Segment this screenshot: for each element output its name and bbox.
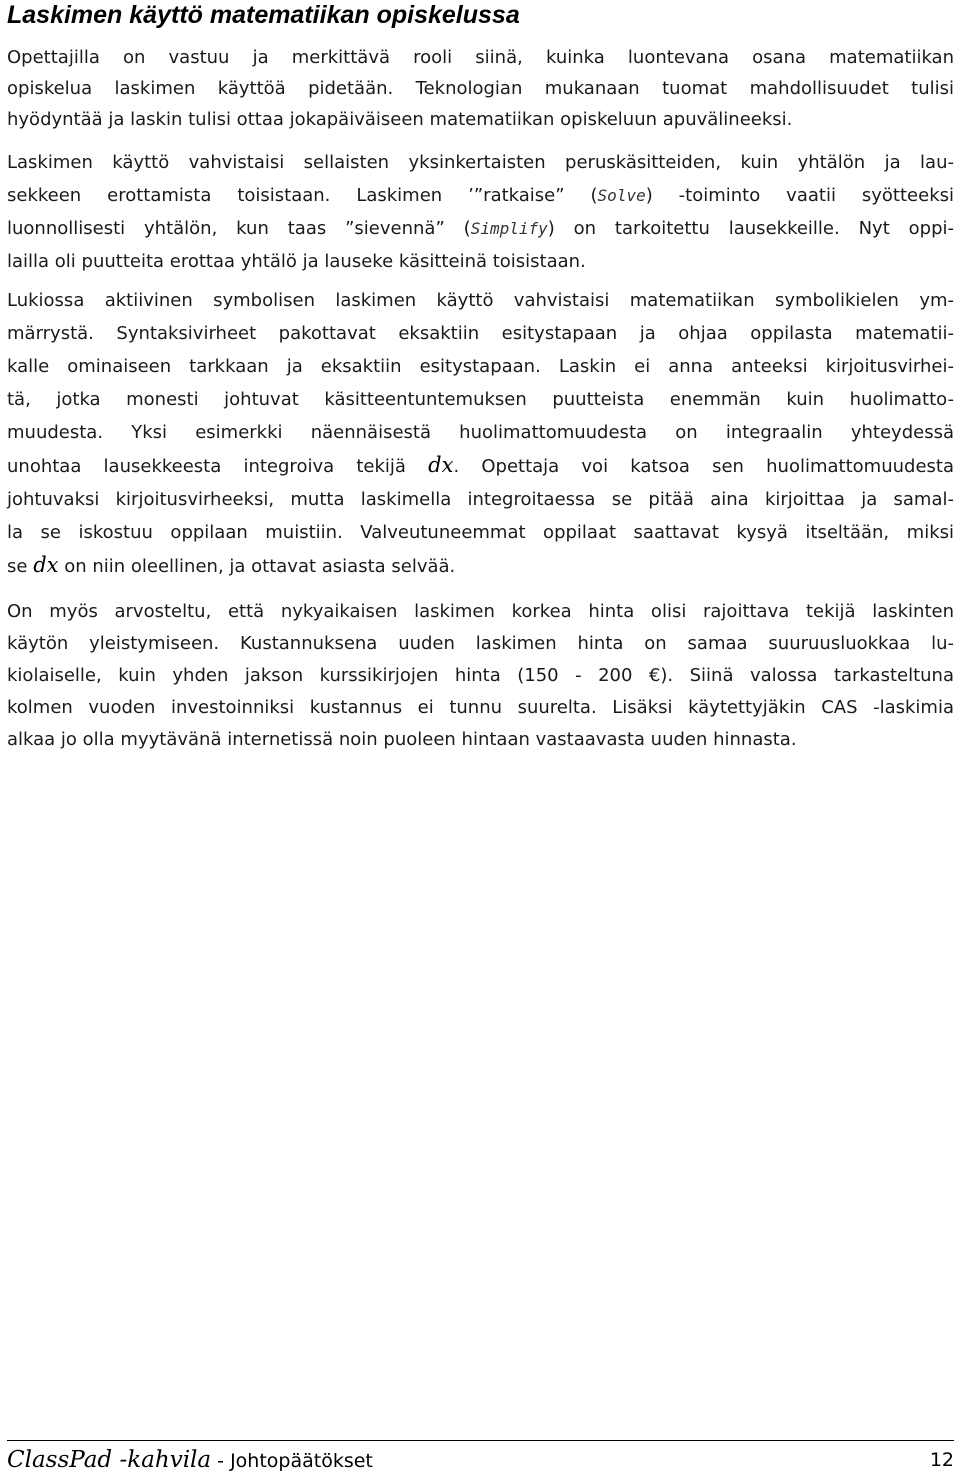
- paragraph-line: la se iskostuu oppilaan muistiin. Valveutuneemmat oppilaat saattavat kysyä itseltään, miksi: [7, 522, 954, 543]
- simplify-command-code: Simplify: [470, 219, 548, 238]
- paragraph-line: märrystä. Syntaksivirheet pakottavat eksaktiin esitystapaan ja ohjaa oppilasta matematii-: [7, 323, 954, 344]
- solve-command-code: Solve: [597, 186, 646, 205]
- line-text: ) -toiminto vaatii syötteeksi: [645, 185, 954, 206]
- line-text: sekkeen erottamista toisistaan. Laskimen ’”ratkaise” (: [7, 185, 598, 206]
- line-text: ) on tarkoitettu lausekkeille. Nyt oppi-: [547, 218, 954, 239]
- dx-math-symbol: dx: [428, 453, 454, 477]
- footer-brand: ClassPad -kahvila: [7, 1447, 212, 1473]
- dx-math-symbol: dx: [33, 553, 59, 577]
- paragraph-line: lailla oli puutteita erottaa yhtälö ja lauseke käsitteinä toisistaan.: [7, 251, 586, 272]
- footer-divider: [7, 1440, 954, 1441]
- page-footer: [7, 1444, 954, 1476]
- paragraph-line: käytön yleistymiseen. Kustannuksena uuden laskimen hinta on samaa suuruusluokkaa lu-: [7, 633, 954, 654]
- paragraph-line: johtuvaksi kirjoitusvirheeksi, mutta laskimella integroitaessa se pitää aina kirjoittaa ja samal-: [7, 489, 954, 510]
- paragraph-line: kiolaiselle, kuin yhden jakson kurssikirjojen hinta (150 - 200 €). Siinä valossa tarkasteltuna: [7, 665, 954, 686]
- paragraph-line: Laskimen käyttö vahvistaisi sellaisten yksinkertaisten peruskäsitteiden, kuin yhtälön ja lau-: [7, 152, 954, 173]
- paragraph-line: Lukiossa aktiivinen symbolisen laskimen käyttö vahvistaisi matematiikan symbolikielen ym-: [7, 290, 954, 311]
- paragraph-line: opiskelua laskimen käyttöä pidetään. Teknologian mukanaan tuomat mahdollisuudet tulisi: [7, 78, 954, 99]
- footer-separator: -: [211, 1450, 231, 1472]
- line-text: . Opettaja voi katsoa sen huolimattomuudesta: [453, 456, 954, 477]
- line-text: on niin oleellinen, ja ottavat asiasta selvää.: [58, 556, 456, 577]
- paragraph-intro: [7, 42, 954, 135]
- line-text: se: [7, 556, 34, 577]
- paragraph-line: [7, 449, 954, 483]
- paragraph-line: hyödyntää ja laskin tulisi ottaa jokapäiväiseen matematiikan opiskeluun apuvälineeksi.: [7, 109, 793, 130]
- paragraph-line: tä, jotka monesti johtuvat käsitteentuntemuksen puutteista enemmän kuin huolimatto-: [7, 389, 954, 410]
- paragraph-line: alkaa jo olla myytävänä internetissä noin puoleen hintaan vastaavasta uuden hinnasta.: [7, 729, 797, 750]
- paragraph-line: kolmen vuoden investoinniksi kustannus ei tunnu suurelta. Lisäksi käytettyjäkin CAS -laskimia: [7, 697, 954, 718]
- paragraph-equation-vs-expression: [7, 146, 954, 278]
- paragraph-line: [7, 212, 954, 245]
- section-heading: Laskimen käyttö matematiikan opiskelussa: [7, 1, 520, 29]
- paragraph-symbolic-language: [7, 284, 954, 583]
- paragraph-line: [7, 549, 954, 583]
- line-text: unohtaa lausekkeesta integroiva tekijä: [7, 456, 429, 477]
- paragraph-calculator-price: [7, 596, 954, 756]
- paragraph-line: muudesta. Yksi esimerkki näennäisestä huolimattomuudesta on integraalin yhteydessä: [7, 422, 954, 443]
- page-number: 12: [929, 1449, 954, 1471]
- paragraph-line: kalle ominaiseen tarkkaan ja eksaktiin esitystapaan. Laskin ei anna anteeksi kirjoitusvirhei-: [7, 356, 954, 377]
- paragraph-line: On myös arvosteltu, että nykyaikaisen laskimen korkea hinta olisi rajoittava tekijä laskinten: [7, 601, 954, 622]
- footer-section-title: Johtopäätökset: [230, 1450, 373, 1472]
- paragraph-line: [7, 179, 954, 212]
- paragraph-line: Opettajilla on vastuu ja merkittävä rooli siinä, kuinka luontevana osana matematiikan: [7, 47, 954, 68]
- line-text: luonnollisesti yhtälön, kun taas ”sievennä” (: [7, 218, 471, 239]
